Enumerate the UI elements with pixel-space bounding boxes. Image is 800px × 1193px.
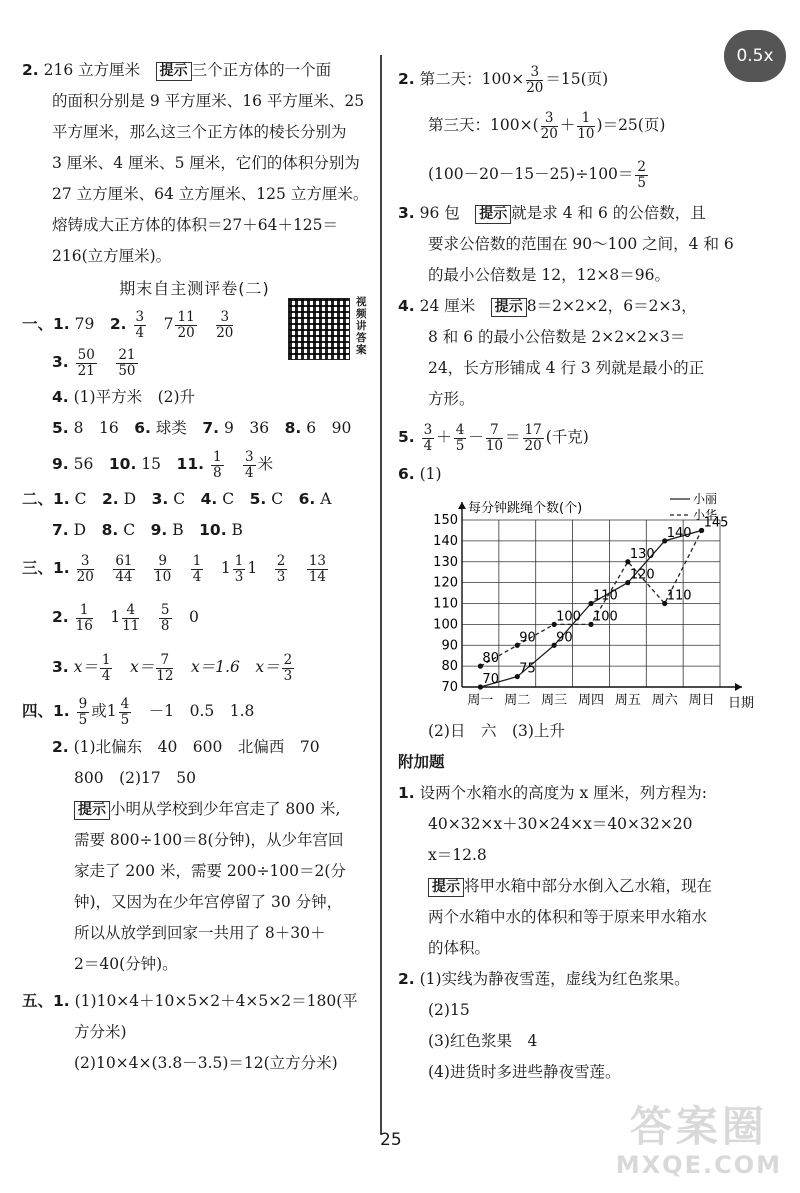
watermark-logo: 答案圈 (629, 1102, 768, 1151)
hint-text: 熔铸成大正方体的体积＝27＋64＋125＝ (52, 216, 339, 234)
chart-title: 每分钟跳绳个数(个) (468, 501, 583, 516)
s1-line4: 5. 8 16 6. 球类 7. 9 36 8. 6 90 (52, 419, 352, 437)
q6-answer: (2)日 六 (3)上升 (428, 722, 565, 740)
hint-text: 24，长方形铺成 4 行 3 列就是最小的正 (428, 359, 705, 377)
watermark (616, 1103, 782, 1179)
chart-x-label: 日期 (728, 696, 755, 711)
x-tick-label: 周六 (651, 693, 678, 708)
fraction: $\frac{3}{4}$ (135, 308, 145, 341)
hint-text: 8 和 6 的最小公倍数是 2×2×2×3＝ (428, 328, 686, 346)
y-tick-label: 130 (433, 554, 458, 570)
y-tick-label: 90 (441, 638, 458, 654)
right-column (398, 58, 788, 490)
series-line-1 (480, 530, 701, 687)
page-number: 25 (380, 1130, 402, 1150)
hint-text: 家走了 200 米，需要 200÷100＝2(分 (74, 862, 346, 880)
hint-text: 的体积。 (428, 939, 491, 957)
hint-text: 所以从放学到回家一共用了 8＋30＋ (74, 924, 326, 942)
hint-text: 的最小公倍数是 12，12×8＝96。 (428, 266, 670, 284)
chart-y-ticks (433, 513, 458, 695)
q-number: 一、1. (22, 315, 70, 333)
extra1-hint: 提示 将甲水箱中部分水倒入乙水箱，现在 (398, 871, 788, 902)
data-label: 100 (556, 609, 581, 625)
hint-text: 的面积分别是 9 平方厘米、16 平方厘米、25 (52, 92, 365, 110)
extra-title: 附加题 (398, 753, 445, 771)
s3-line3: 3. x＝ $\frac{1}{4}$ x＝ $\frac{7}{12}$ x＝1.6 x＝ $\frac{2}{3}$ (52, 651, 293, 684)
rq2-line3: (100－20－15－25)÷100＝ $\frac{2}{5}$ (428, 158, 647, 191)
watermark-url: MXQE.COM (615, 1151, 782, 1179)
fraction: $\frac{21}{50}$ (118, 346, 136, 379)
equation: 40×32×x＋30×24×x＝40×32×20 (428, 815, 693, 833)
rq6-line: 6. (1) (398, 465, 442, 483)
s5-line2: 方分米) (74, 1023, 127, 1041)
s3-line2: 2. $\frac{1}{16}$ 1 $\frac{4}{11}$ $\frac{5}{8}$ 0 (52, 601, 199, 634)
x-tick-label: 周日 (688, 693, 715, 708)
s1-line5: 9. 56 10. 15 11. $\frac{1}{8}$ $\frac{3}{4}$ 米 (52, 448, 274, 481)
hint-text: 方形。 (428, 390, 475, 408)
data-label: 110 (593, 588, 618, 604)
hint-text: 两个水箱中水的体积和等于原来甲水箱水 (428, 908, 708, 926)
hint-text: 3 厘米、4 厘米、5 厘米，它们的体积分别为 (52, 154, 360, 172)
x-tick-label: 周四 (577, 693, 605, 708)
y-tick-label: 100 (433, 617, 458, 633)
extra2-answer: (2)15 (428, 1001, 470, 1019)
data-label: 130 (629, 546, 655, 562)
s4-hint: 提示 小明从学校到少年宫走了 800 米, (22, 794, 367, 825)
data-label: 75 (519, 661, 536, 677)
fraction: $\frac{11}{20}$ (177, 308, 195, 341)
y-tick-label: 80 (441, 659, 458, 675)
s4-line2: 2. (1)北偏东 40 600 北偏西 70 (52, 738, 320, 756)
fraction: $\frac{50}{21}$ (77, 346, 95, 379)
data-label: 120 (629, 567, 655, 583)
hint-text: 需要 800÷100＝8(分钟)，从少年宫回 (74, 831, 344, 849)
x-tick-label: 周一 (467, 693, 494, 708)
hint-text: 2＝40(分钟)。 (74, 955, 178, 973)
hint-text: 要求公倍数的范围在 90～100 之间，4 和 6 (428, 235, 734, 253)
data-label: 140 (666, 525, 692, 541)
s5-line1: 五、1. (1)10×4＋10×5×2＋4×5×2＝180(平 (22, 992, 358, 1010)
answer-text: 216 立方厘米 (43, 61, 141, 79)
extra1-line1: 1. 设两个水箱水的高度为 x 厘米，列方程为: (398, 784, 707, 802)
x-tick-label: 周二 (504, 693, 531, 708)
hint-text: 216(立方厘米)。 (52, 247, 172, 265)
y-tick-label: 150 (433, 513, 458, 528)
s1-line2: 3. $\frac{50}{21}$ $\frac{21}{50}$ (52, 346, 136, 379)
rq2-line1: 2. 第二天：100× $\frac{3}{20}$ ＝15(页) (398, 63, 609, 96)
column-divider (380, 55, 382, 1135)
qr-label: 视频讲答案 (356, 296, 367, 356)
q-number: 2. (22, 61, 39, 79)
y-tick-label: 120 (433, 575, 458, 591)
rq3-line1: 3. 96 包 提示 就是求 4 和 6 的公倍数，且 (398, 204, 706, 222)
chart-x-ticks (467, 693, 714, 708)
rq2-line2: 第三天：100×( $\frac{3}{20}$ ＋ $\frac{1}{10}$ )＝25(页) (428, 109, 666, 142)
rq5-line: 5. $\frac{3}{4}$ ＋ $\frac{4}{5}$ － $\frac{7}{10}$ ＝ $\frac{17}{20}$ (千克) (398, 421, 589, 454)
fraction: $\frac{3}{20}$ (216, 308, 234, 341)
hint-text: 平方厘米，那么这三个正方体的棱长分别为 (52, 123, 347, 141)
s1-line3: 4. (1)平方米 (2)升 (52, 388, 196, 406)
x-tick-label: 周三 (541, 693, 568, 708)
s2-line2: 7. D 8. C 9. B 10. B (52, 521, 243, 539)
q2-line (22, 55, 367, 86)
extra2-line1: 2. (1)实线为静夜雪莲，虚线为红色浆果。 (398, 970, 690, 988)
data-label: 90 (519, 630, 536, 646)
right-column-lower (398, 716, 788, 1088)
y-tick-label: 70 (441, 680, 458, 695)
s3-line1: 三、1. $\frac{3}{20}$ $\frac{61}{44}$ $\frac{9}{10}$ $\frac{1}{4}$ 1 $\frac{1}{3}$ 1 $\frac{2}{3}$ $\frac{13}{14}$ (22, 552, 326, 585)
section-title: 期末自主测评卷(二) (119, 279, 270, 298)
y-tick-label: 110 (433, 596, 458, 612)
extra2-answer: (3)红色浆果 4 (428, 1032, 538, 1050)
data-label: 90 (556, 630, 573, 646)
legend-series-2: 小华 (693, 508, 718, 522)
playback-speed-button[interactable]: 0.5x (724, 30, 786, 82)
left-column (22, 55, 367, 1079)
hint-badge: 提示 (156, 62, 192, 81)
rq4-line1: 4. 24 厘米 提示 8＝2×2×2，6＝2×3， (398, 297, 697, 315)
y-tick-label: 140 (433, 533, 458, 549)
fraction: $\frac{1}{8}$ (212, 448, 222, 481)
s2-line1: 二、1. C 2. D 3. C 4. C 5. C 6. A (22, 490, 332, 508)
hint-text: 三个正方体的一个面 (191, 61, 332, 79)
hint-text: 27 立方厘米、64 立方厘米、125 立方厘米。 (52, 185, 369, 203)
x-tick-label: 周五 (614, 693, 641, 708)
s1-line1: 一、1. 79 2. $\frac{3}{4}$ 7 $\frac{11}{20}$ $\frac{3}{20}$ (22, 308, 234, 341)
s4-line3: 800 (2)17 50 (74, 769, 196, 787)
y-axis-arrow (458, 502, 466, 509)
data-label: 110 (666, 588, 692, 604)
x-axis-arrow (735, 683, 742, 691)
solution: x＝12.8 (428, 846, 487, 864)
data-label: 100 (593, 609, 618, 625)
data-label: 145 (703, 515, 729, 531)
s4-line1: 四、1. $\frac{9}{5}$ 或1 $\frac{4}{5}$ －1 0.5 1.8 (22, 695, 255, 728)
legend-series-1: 小丽 (693, 492, 718, 506)
data-label: 80 (482, 651, 499, 667)
chart-series (478, 525, 704, 690)
chart-legend (670, 492, 717, 522)
fraction: $\frac{3}{4}$ (245, 448, 254, 481)
s5-line3: (2)10×4×(3.8－3.5)＝12(立方分米) (74, 1054, 338, 1072)
jump-rope-chart (420, 487, 760, 712)
hint-text: 钟)，又因为在少年宫停留了 30 分钟， (74, 893, 343, 911)
extra2-answer: (4)进货时多进些静夜雪莲。 (428, 1063, 621, 1081)
qr-code[interactable] (288, 298, 350, 360)
data-label: 70 (482, 672, 499, 687)
